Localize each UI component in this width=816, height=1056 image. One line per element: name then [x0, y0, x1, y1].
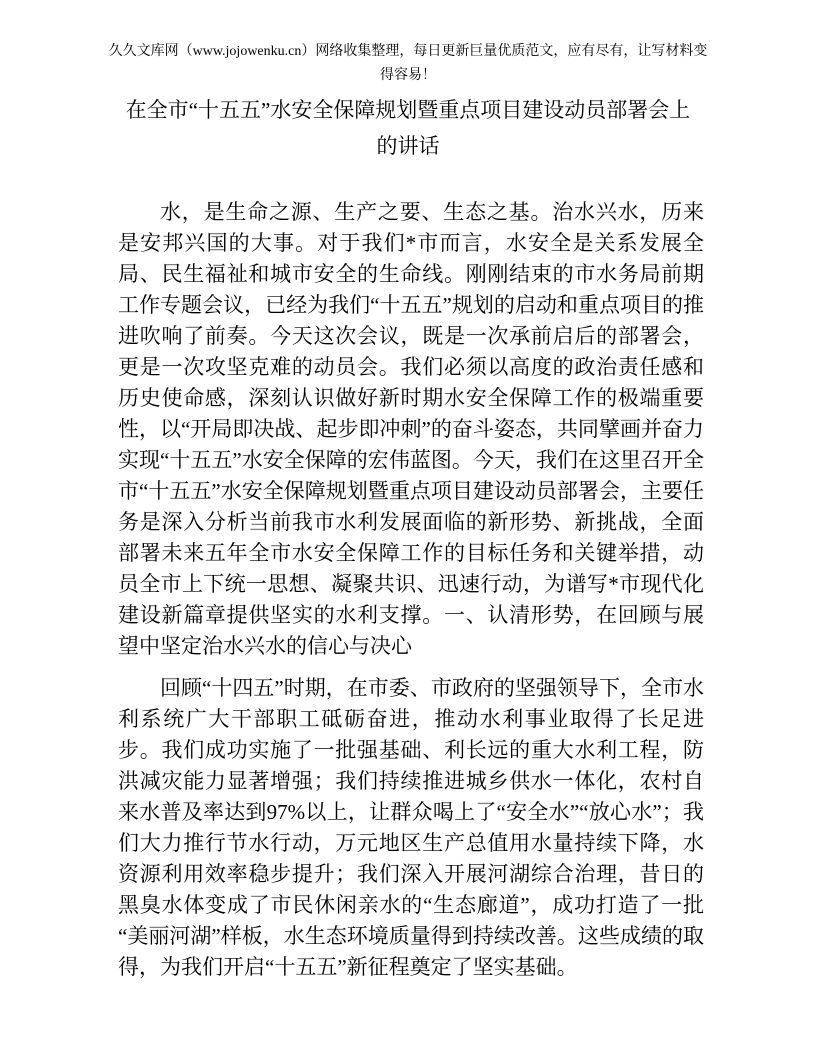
site-watermark-line-2: 得容易！	[380, 68, 436, 83]
document-title-line-1: 在全市“十五五”水安全保障规划暨重点项目建设动员部署会上	[125, 98, 691, 122]
paragraph-intro: 水，是生命之源、生产之要、生态之基。治水兴水，历来是安邦兴国的大事。对于我们*市而言，水安全是关系发展全局、民生福祉和城市安全的生命线。刚刚结束的市水务局前期工作专题会议，已经为我们“十五五”规划的启动和重点项目的推进吹响了前奏。今天这次会议，既是一次承前启后的部署会，更是一次攻坚克难的动员会。我们必须以高度的政治责任感和历史使命感，深刻认识做好新时期水安全保障工作的极端重要性，以“开局即决战、起步即冲刺”的奋斗姿态，共同擘画并奋力实现“十五五”水安全保障的宏伟蓝图。今天，我们在这里召开全市“十五五”水安全保障规划暨重点项目建设动员部署会，主要任务是深入分析当前我市水利发展面临的新形势、新挑战，全面部署未来五年全市水安全保障工作的目标任务和关键举措，动员全市上下统一思想、凝聚共识、迅速行动，为谱写*市现代化建设新篇章提供坚实的水利支撑。一、认清形势，在回顾与展望中坚定治水兴水的信心与决心	[118, 200, 704, 658]
paragraph-review: 回顾“十四五”时期，在市委、市政府的坚强领导下，全市水利系统广大干部职工砥砺奋进，推动水利事业取得了长足进步。我们成功实施了一批强基础、利长远的重大水利工程，防洪减灾能力显著增强；我们持续推进城乡供水一体化，农村自来水普及率达到97%以上，让群众喝上了“安全水”“放心水”；我们大力推行节水行动，万元地区生产总值用水量持续下降，水资源利用效率稳步提升；我们深入开展河湖综合治理，昔日的黑臭水体变成了市民休闲亲水的“生态廊道”，成功打造了一批“美丽河湖”样板，水生态环境质量得到持续改善。这些成绩的取得，为我们开启“十五五”新征程奠定了坚实基础。	[118, 676, 704, 979]
document-title	[98, 92, 718, 164]
document-body	[118, 197, 704, 994]
site-watermark-header	[88, 40, 728, 88]
site-watermark-line-1: 久久文库网（www.jojowenku.cn）网络收集整理，每日更新巨量优质范文，应有尽有，让写材料变	[108, 44, 708, 59]
document-title-line-2: 的讲话	[376, 134, 440, 158]
